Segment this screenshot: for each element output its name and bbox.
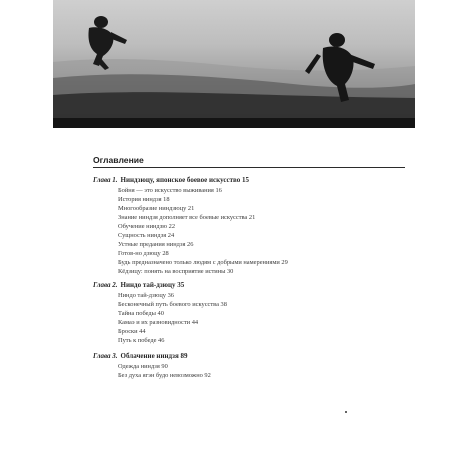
toc-item: Устные предания ниндзя 26 [118, 241, 194, 248]
chapter-title: Ниндзюцу, японское боевое искусство 15 [120, 176, 250, 184]
chapter-number: Глава 3. [93, 352, 118, 360]
toc-item: Броски 44 [118, 328, 146, 335]
toc-item: Ниндо тай-дзюцу 36 [118, 292, 174, 299]
toc-item: Одежда ниндзя 90 [118, 363, 168, 370]
toc-item: Без духа ягэн будо невозможно 92 [118, 372, 211, 379]
chapter-heading [93, 281, 184, 290]
toc-item: Многообразие ниндзюцу 21 [118, 205, 195, 212]
toc-item: Камаэ и их разновидности 44 [118, 319, 199, 326]
chapter-heading [93, 352, 188, 361]
photo-scene [53, 0, 415, 128]
photo-dark-band [53, 118, 415, 128]
toc-item: История ниндзя 18 [118, 196, 170, 203]
toc-item: Кёдзицу: понять на восприятие истины 30 [118, 268, 234, 275]
toc-item: Готов-но дзюцу 28 [118, 250, 169, 257]
chapter-number: Глава 1. [93, 176, 118, 184]
chapter-number: Глава 2. [93, 281, 118, 289]
toc-item: Сущность ниндзя 24 [118, 232, 175, 239]
toc-item: Знание ниндзя дополняет все боевые искусства 21 [118, 214, 256, 221]
page-title: Оглавление [93, 155, 144, 165]
toc-item: Будь предназначено только людям с добрыми намерениями 29 [118, 259, 288, 266]
chapter-heading [93, 176, 249, 185]
toc-item: Тайна победы 40 [118, 310, 164, 317]
toc-item: Бесконечный путь боевого искусства 38 [118, 301, 227, 308]
toc-item: Обучение ниндзю 22 [118, 223, 176, 230]
chapter-title: Ниндо тай-дзюцу 35 [120, 281, 185, 289]
title-divider [93, 167, 405, 168]
toc-item: Путь к победе 46 [118, 337, 165, 344]
chapter-title: Облачение ниндзя 89 [120, 352, 188, 360]
print-speck [345, 411, 347, 413]
toc-item: Бойня — это искусство выживания 16 [118, 187, 222, 194]
header-photo [53, 0, 415, 128]
